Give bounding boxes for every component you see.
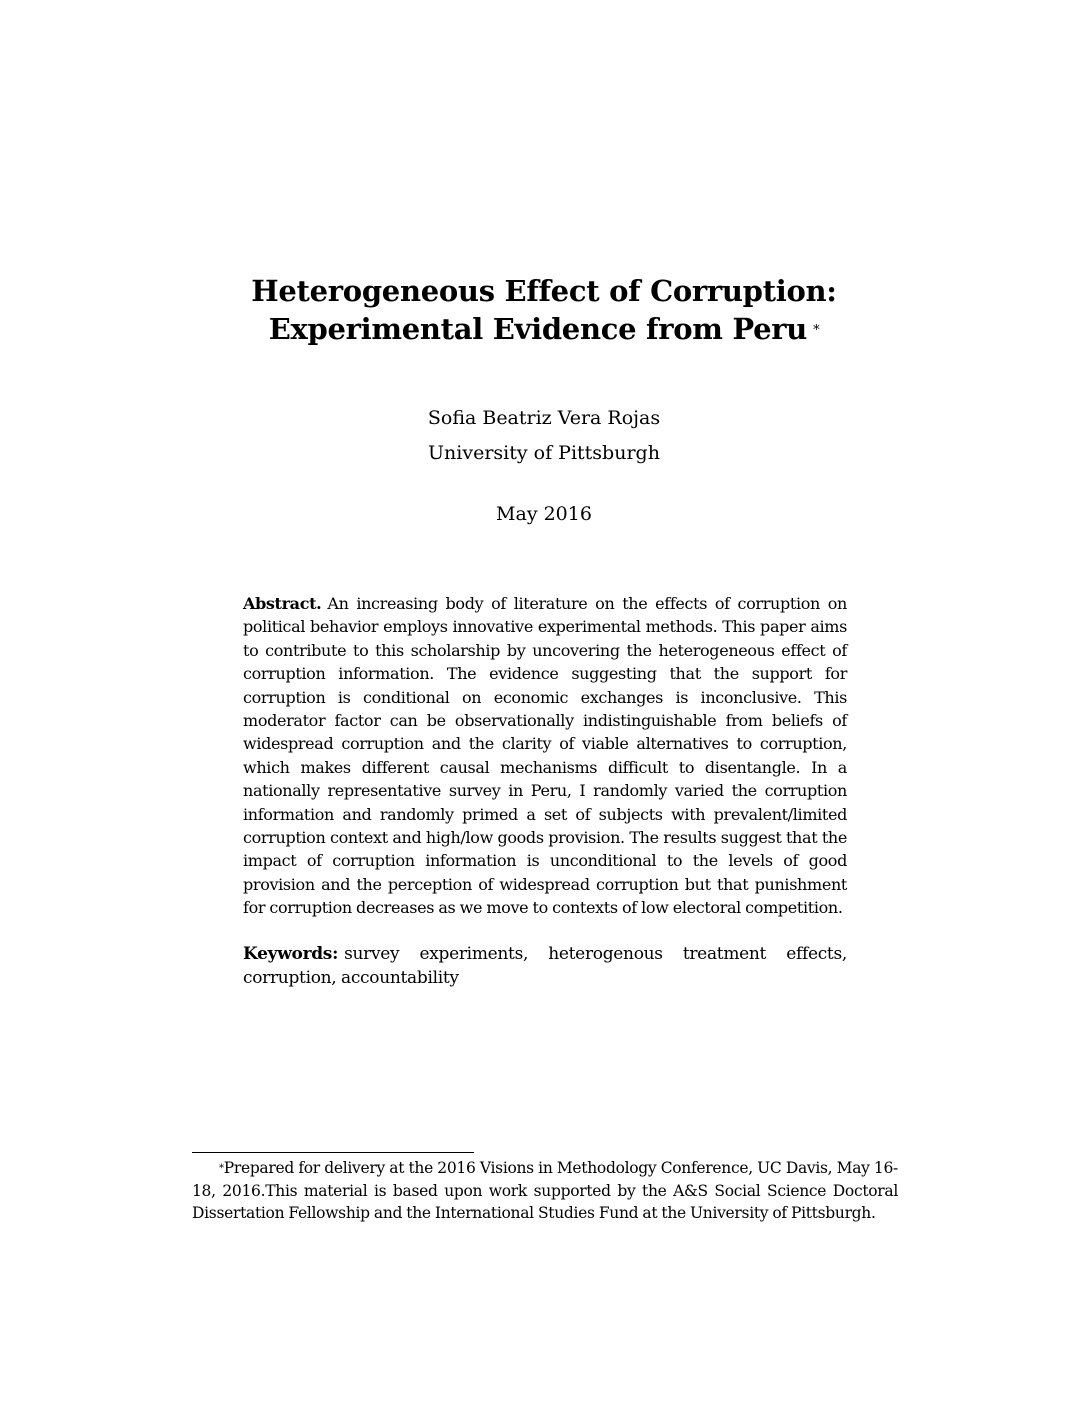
title-footnote-mark: * — [813, 323, 820, 338]
abstract-label: Abstract. — [243, 594, 322, 613]
footnote-text: Prepared for delivery at the 2016 Visions in Methodology Conference, UC Davis, May 16-18, 2016.This material is based upon work supported by the A&S Social Science Doctoral Dissertation Fellowship and the International Studies Fund at the University of Pittsburgh. — [192, 1159, 898, 1223]
keywords — [243, 942, 847, 990]
keywords-text: survey experiments, heterogenous treatment effects, corruption, accountability — [243, 944, 847, 988]
author-affiliation: University of Pittsburgh — [428, 442, 660, 464]
title-line-1: Heterogeneous Effect of Corruption: — [251, 274, 837, 308]
author-name: Sofia Beatriz Vera Rojas — [427, 407, 661, 429]
footnote — [192, 1157, 898, 1225]
title-line-2 — [180, 310, 908, 348]
paper-title — [180, 272, 908, 348]
abstract — [243, 592, 847, 920]
title-line-2-text: Experimental Evidence from Peru — [268, 312, 808, 346]
keywords-label: Keywords: — [243, 944, 339, 964]
footnote-mark: * — [219, 1163, 224, 1174]
footnote-divider — [192, 1152, 474, 1153]
paper-date: May 2016 — [496, 503, 592, 525]
abstract-text: An increasing body of literature on the effects of corruption on political behavior employs innovative experimental methods. This paper aims to contribute to this scholarship by uncovering the heterogeneous effect of corruption information. The evidence suggesting that the support for corruption is conditional on economic exchanges is inconclusive. This moderator factor can be observationally indistinguishable from beliefs of widespread corruption and the clarity of viable alternatives to corruption, which makes different causal mechanisms difficult to disentangle. In a nationally representative survey in Peru, I randomly varied the corruption information and randomly primed a set of subjects with prevalent/limited corruption context and high/low goods provision. The results suggest that the impact of corruption information is unconditional to the levels of good provision and the perception of widespread corruption but that punishment for corruption decreases as we move to contexts of low electoral competition. — [243, 594, 847, 918]
